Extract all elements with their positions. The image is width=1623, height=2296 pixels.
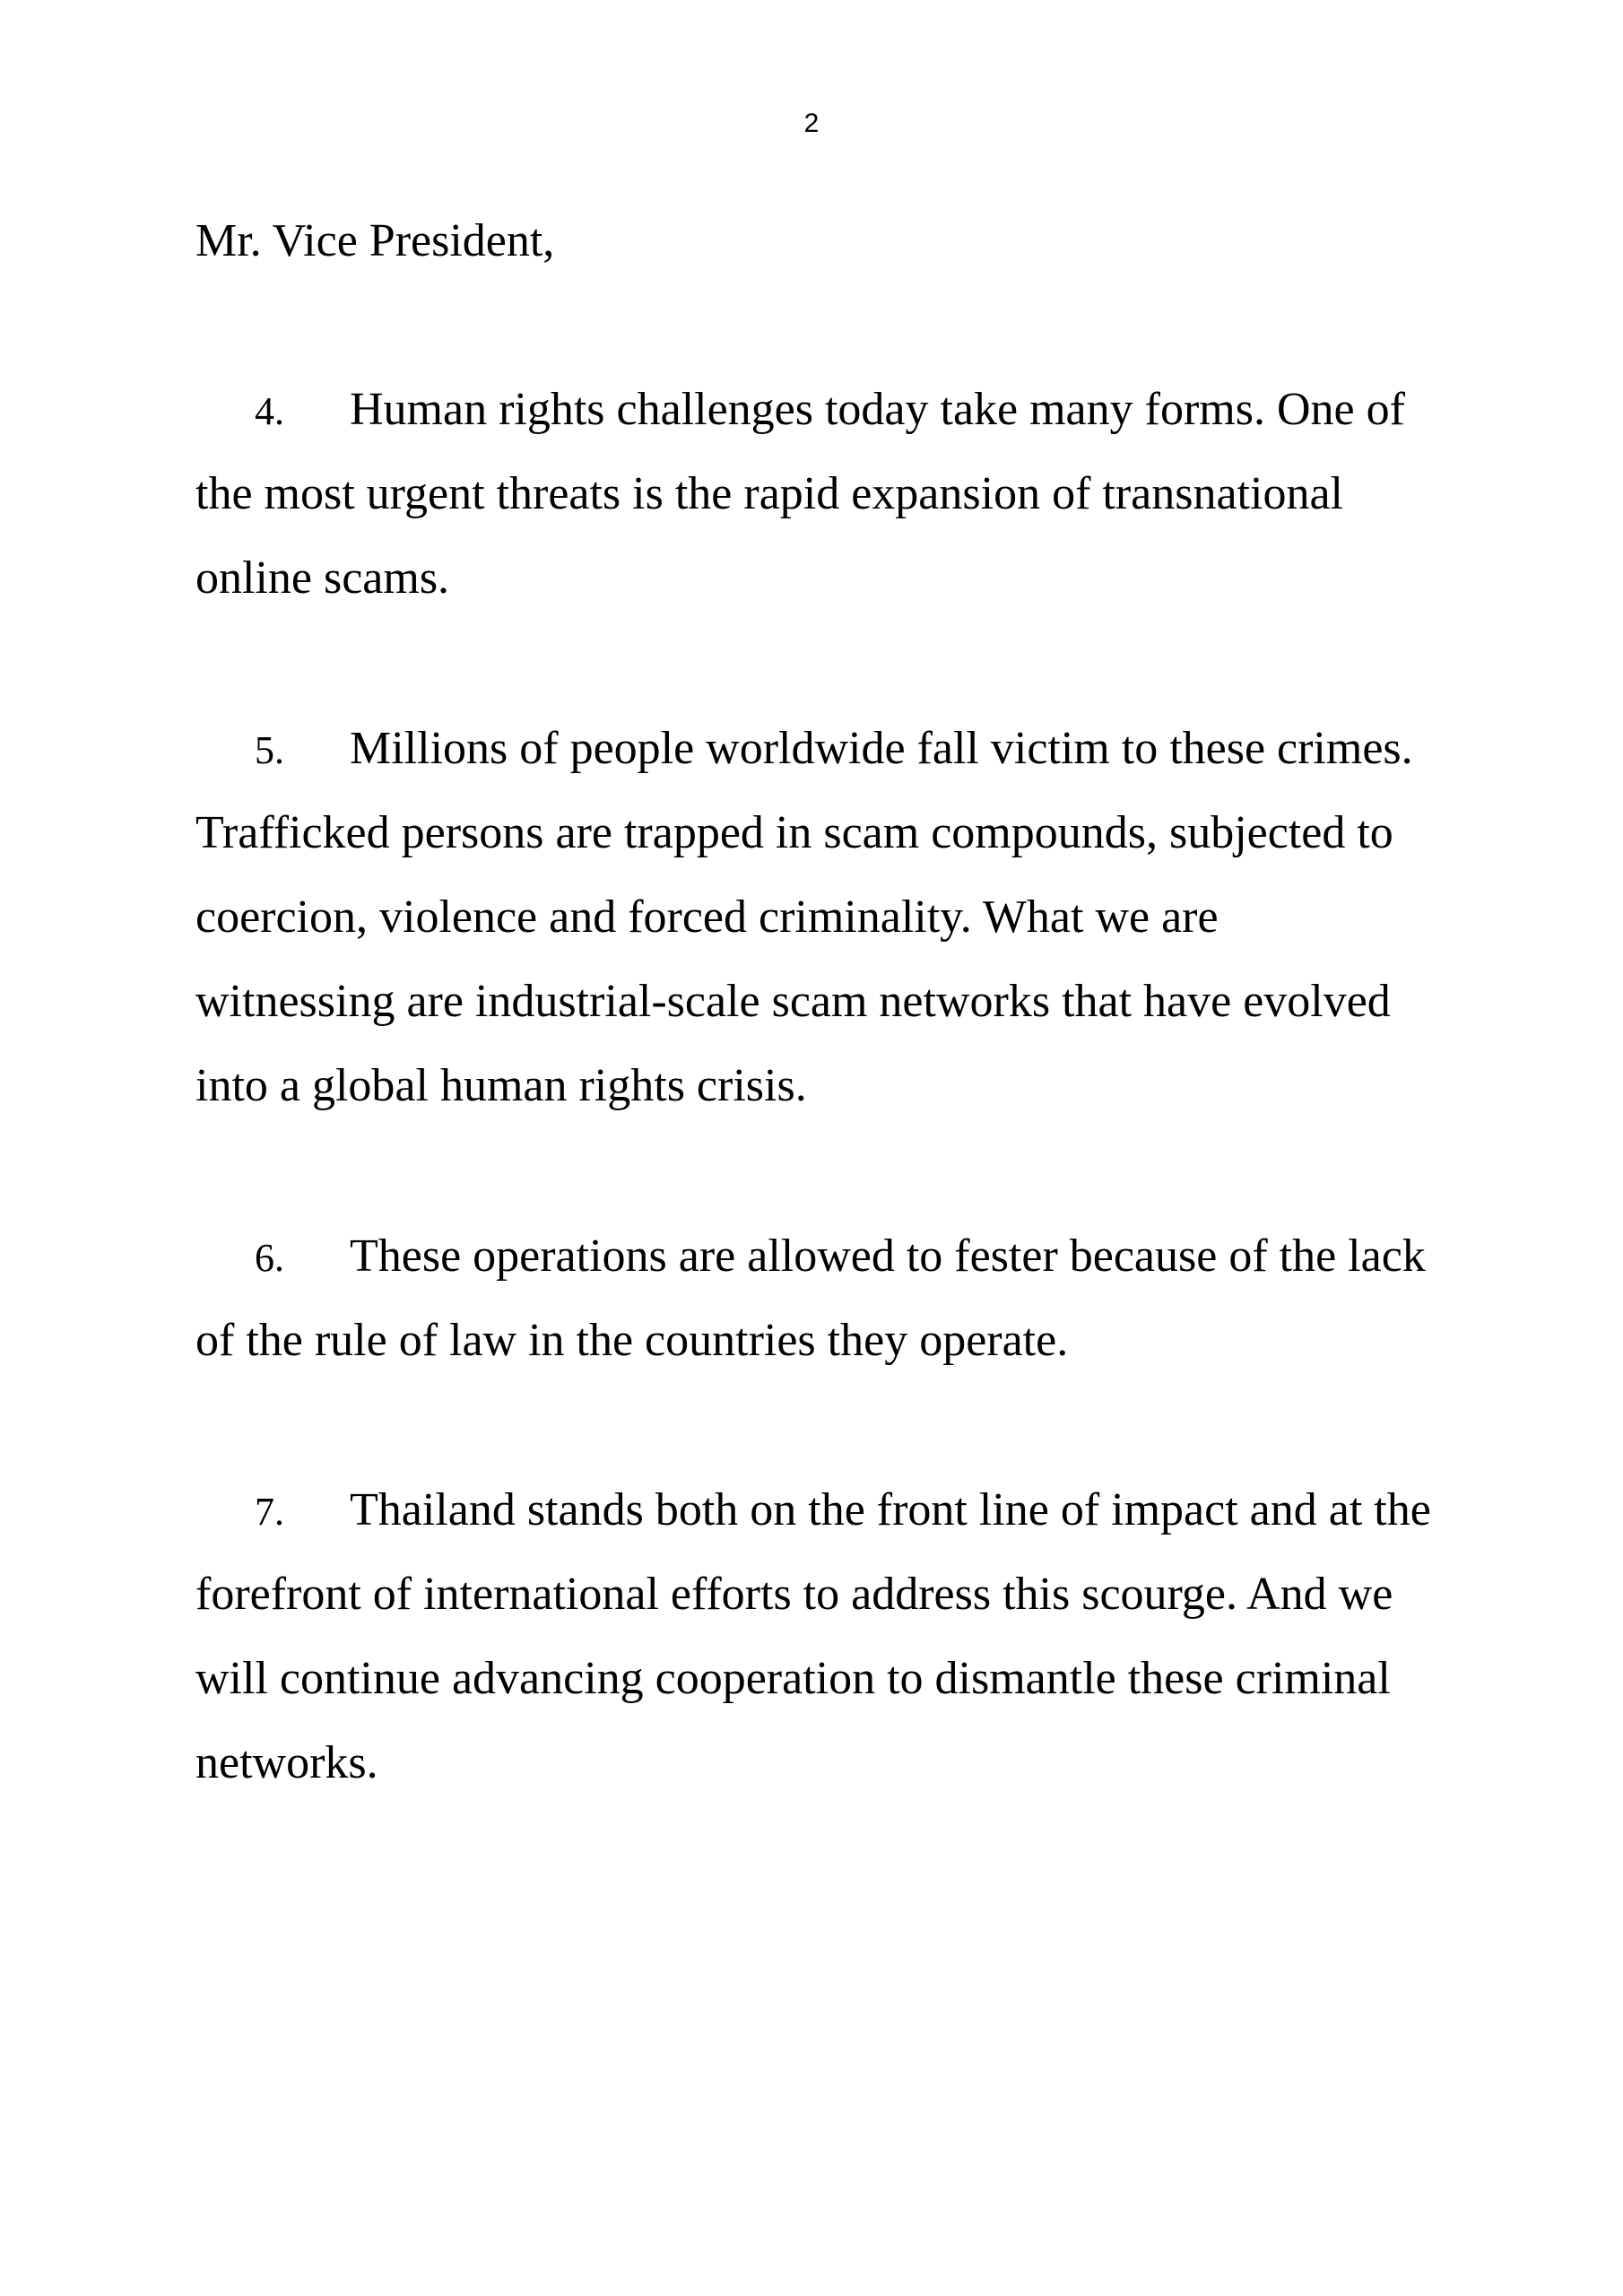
- paragraph-line: [195, 368, 1496, 452]
- paragraph-line: of the rule of law in the countries they operate.: [195, 1315, 1069, 1366]
- paragraph-line: the most urgent threats is the rapid expansion of transnational: [195, 468, 1343, 519]
- paragraph-text: Human rights challenges today take many forms. One of: [350, 384, 1405, 435]
- paragraph-number: 6.: [255, 1236, 284, 1280]
- paragraph-line: forefront of international efforts to address this scourge. And we: [195, 1569, 1393, 1620]
- paragraph-text: Millions of people worldwide fall victim to these crimes.: [350, 723, 1413, 774]
- paragraph-line: networks.: [195, 1737, 378, 1788]
- paragraph-text: These operations are allowed to fester because of the lack: [350, 1231, 1426, 1282]
- paragraph-line: Trafficked persons are trapped in scam compounds, subjected to: [195, 807, 1393, 858]
- paragraph-text: Thailand stands both on the front line of impact and at the: [350, 1484, 1431, 1535]
- paragraph-6: [195, 1214, 1496, 1383]
- salutation: Mr. Vice President,: [195, 215, 555, 266]
- paragraph-line: into a global human rights crisis.: [195, 1060, 807, 1111]
- paragraph-line: [195, 1214, 1496, 1299]
- page-number: 2: [803, 109, 820, 138]
- paragraph-line: [195, 1468, 1496, 1552]
- paragraph-7: [195, 1468, 1496, 1805]
- paragraph-line: [195, 707, 1496, 791]
- paragraph-number: 4.: [255, 389, 284, 433]
- paragraph-line: will continue advancing cooperation to dismantle these criminal: [195, 1653, 1391, 1704]
- paragraph-number: 7.: [255, 1490, 284, 1534]
- paragraph-line: online scams.: [195, 552, 450, 604]
- paragraph-4: [195, 368, 1496, 621]
- paragraph-line: coercion, violence and forced criminality. What we are: [195, 891, 1219, 943]
- paragraph-5: [195, 707, 1496, 1128]
- paragraph-number: 5.: [255, 728, 284, 772]
- paragraph-line: witnessing are industrial-scale scam networks that have evolved: [195, 976, 1391, 1027]
